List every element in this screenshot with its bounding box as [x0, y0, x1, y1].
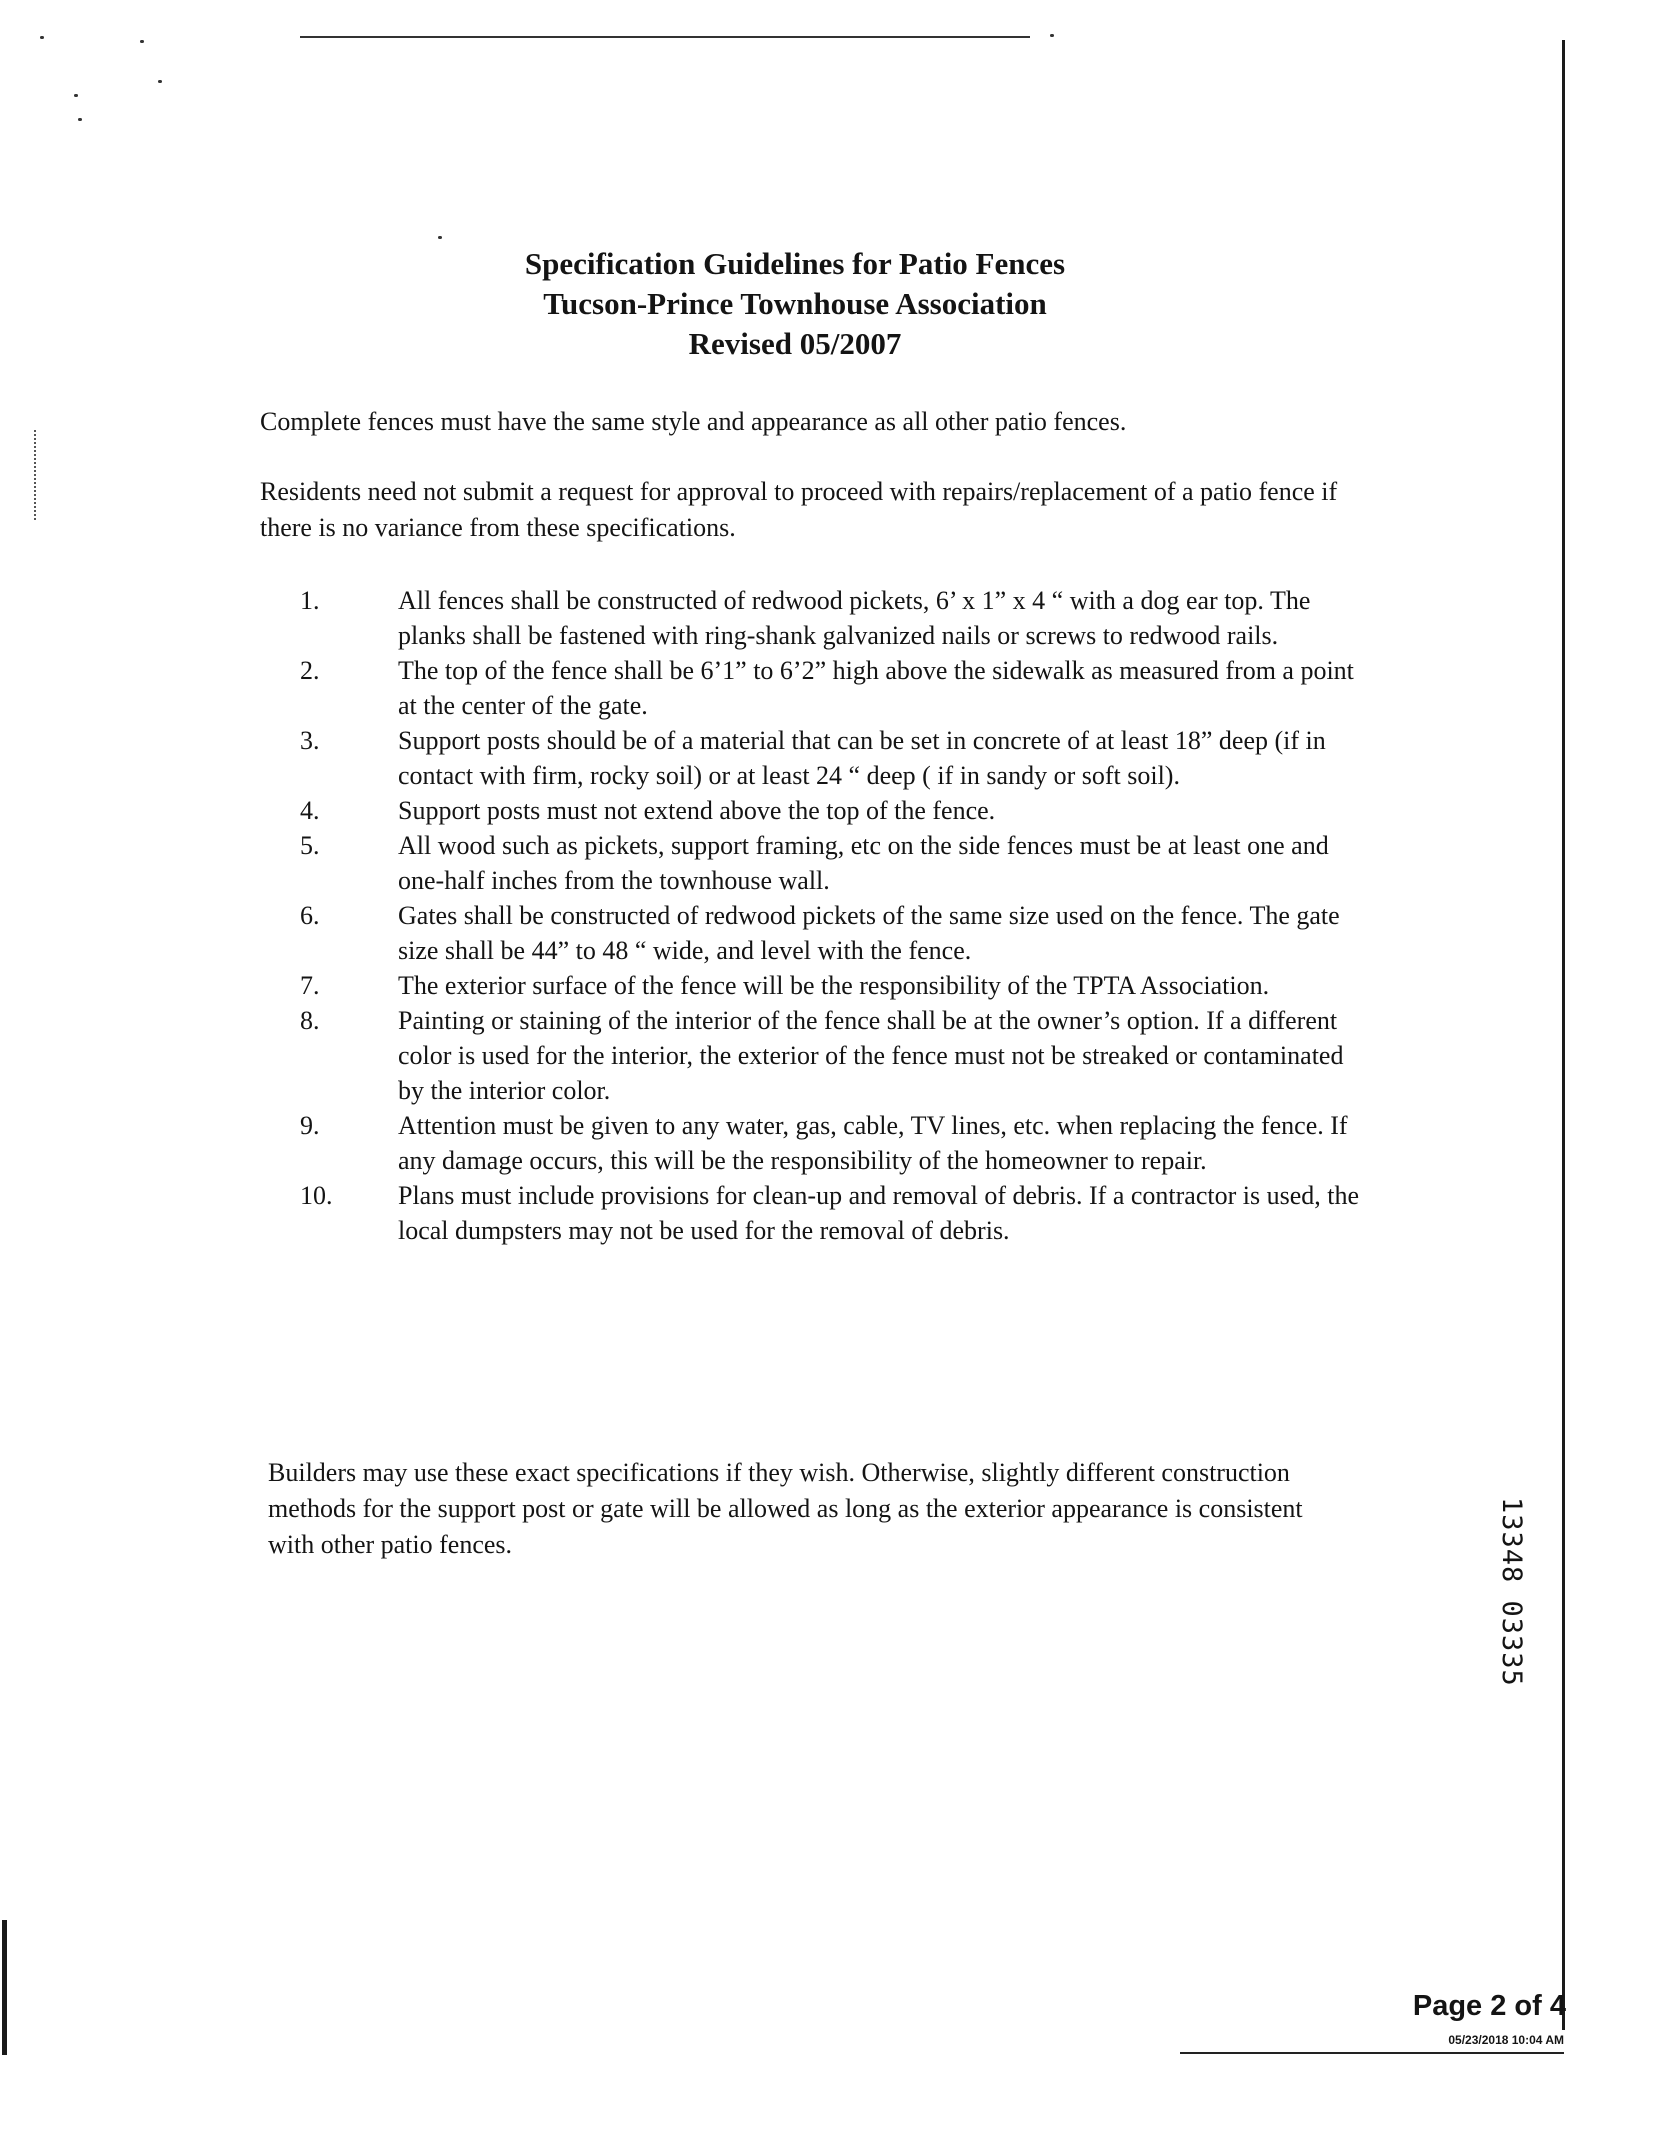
list-item-number: 5.	[300, 831, 320, 860]
list-item-number: 10.	[300, 1181, 333, 1210]
scan-speck	[40, 36, 44, 39]
list-item-text: Support posts must not extend above the top of the fence.	[398, 796, 996, 825]
list-item	[300, 828, 1360, 898]
list-item-number: 9.	[300, 1111, 320, 1140]
scan-speck	[74, 94, 78, 97]
list-item-text: The exterior surface of the fence will be the responsibility of the TPTA Association.	[398, 971, 1270, 1000]
list-item	[300, 1178, 1360, 1248]
list-item	[300, 723, 1360, 793]
list-item	[300, 968, 1360, 1003]
list-item-text: All wood such as pickets, support framing, etc on the side fences must be at least one and one-half inches from the townhouse wall.	[398, 831, 1329, 895]
document-title	[0, 244, 1590, 364]
list-item-number: 7.	[300, 971, 320, 1000]
list-item	[300, 898, 1360, 968]
list-item-number: 2.	[300, 656, 320, 685]
scan-speck	[438, 236, 442, 239]
list-item	[300, 1108, 1360, 1178]
closing-paragraph: Builders may use these exact specifications if they wish. Otherwise, slightly different construction methods for the support post or gate will be allowed as long as the exterior appearance is consistent with other patio fences.	[268, 1458, 1303, 1559]
scan-top-rule	[300, 36, 1030, 38]
list-item-text: Painting or staining of the interior of the fence shall be at the owner’s option. If a different color is used for the interior, the exterior of the fence must not be streaked or contaminated by the interior color.	[398, 1006, 1344, 1105]
list-item-text: Attention must be given to any water, gas, cable, TV lines, etc. when replacing the fence. If any damage occurs, this will be the responsibility of the homeowner to repair.	[398, 1111, 1348, 1175]
list-item-number: 4.	[300, 796, 320, 825]
title-line-1: Specification Guidelines for Patio Fences	[524, 246, 1066, 281]
specification-list	[300, 583, 1360, 1248]
list-item	[300, 583, 1360, 653]
intro-paragraph: Complete fences must have the same style and appearance as all other patio fences.	[260, 407, 1127, 436]
list-item-number: 6.	[300, 901, 320, 930]
scan-left-dots	[34, 430, 36, 520]
list-item-text: All fences shall be constructed of redwood pickets, 6’ x 1” x 4 “ with a dog ear top. The planks shall be fastened with ring-shank galvanized nails or screws to redwood rails.	[398, 586, 1311, 650]
list-item-text: Plans must include provisions for clean-up and removal of debris. If a contractor is used, the local dumpsters may not be used for the removal of debris.	[398, 1181, 1360, 1245]
scan-speck	[158, 80, 162, 83]
title-line-2: Tucson-Prince Townhouse Association	[543, 286, 1047, 321]
list-item-text: Support posts should be of a material that can be set in concrete of at least 18” deep (if in contact with firm, rocky soil) or at least 24 “ deep ( if in sandy or soft soil).	[398, 726, 1326, 790]
scan-speck	[78, 118, 82, 121]
side-stamp-number: 13348 03335	[1496, 1497, 1527, 1687]
list-item	[300, 793, 1360, 828]
title-line-3: Revised 05/2007	[688, 326, 902, 361]
scan-speck	[1050, 34, 1054, 37]
fax-timestamp: 05/23/2018 10:04 AM	[1448, 2033, 1564, 2047]
scan-left-edge-mark	[2, 1920, 7, 2055]
list-item-text: The top of the fence shall be 6’1” to 6’2” high above the sidewalk as measured from a point at the center of the gate.	[398, 656, 1354, 720]
list-item-text: Gates shall be constructed of redwood pickets of the same size used on the fence. The gate size shall be 44” to 48 “ wide, and level with the fence.	[398, 901, 1340, 965]
list-item-number: 3.	[300, 726, 320, 755]
list-item-number: 1.	[300, 586, 320, 615]
list-item-number: 8.	[300, 1006, 320, 1035]
notice-paragraph: Residents need not submit a request for approval to proceed with repairs/replacement of a patio fence if there is no variance from these specifications.	[260, 477, 1338, 542]
page-label: Page 2 of 4	[1412, 1990, 1566, 2022]
scan-speck	[140, 40, 144, 43]
scan-bottom-rule	[1180, 2052, 1564, 2054]
list-item	[300, 1003, 1360, 1108]
list-item	[300, 653, 1360, 723]
